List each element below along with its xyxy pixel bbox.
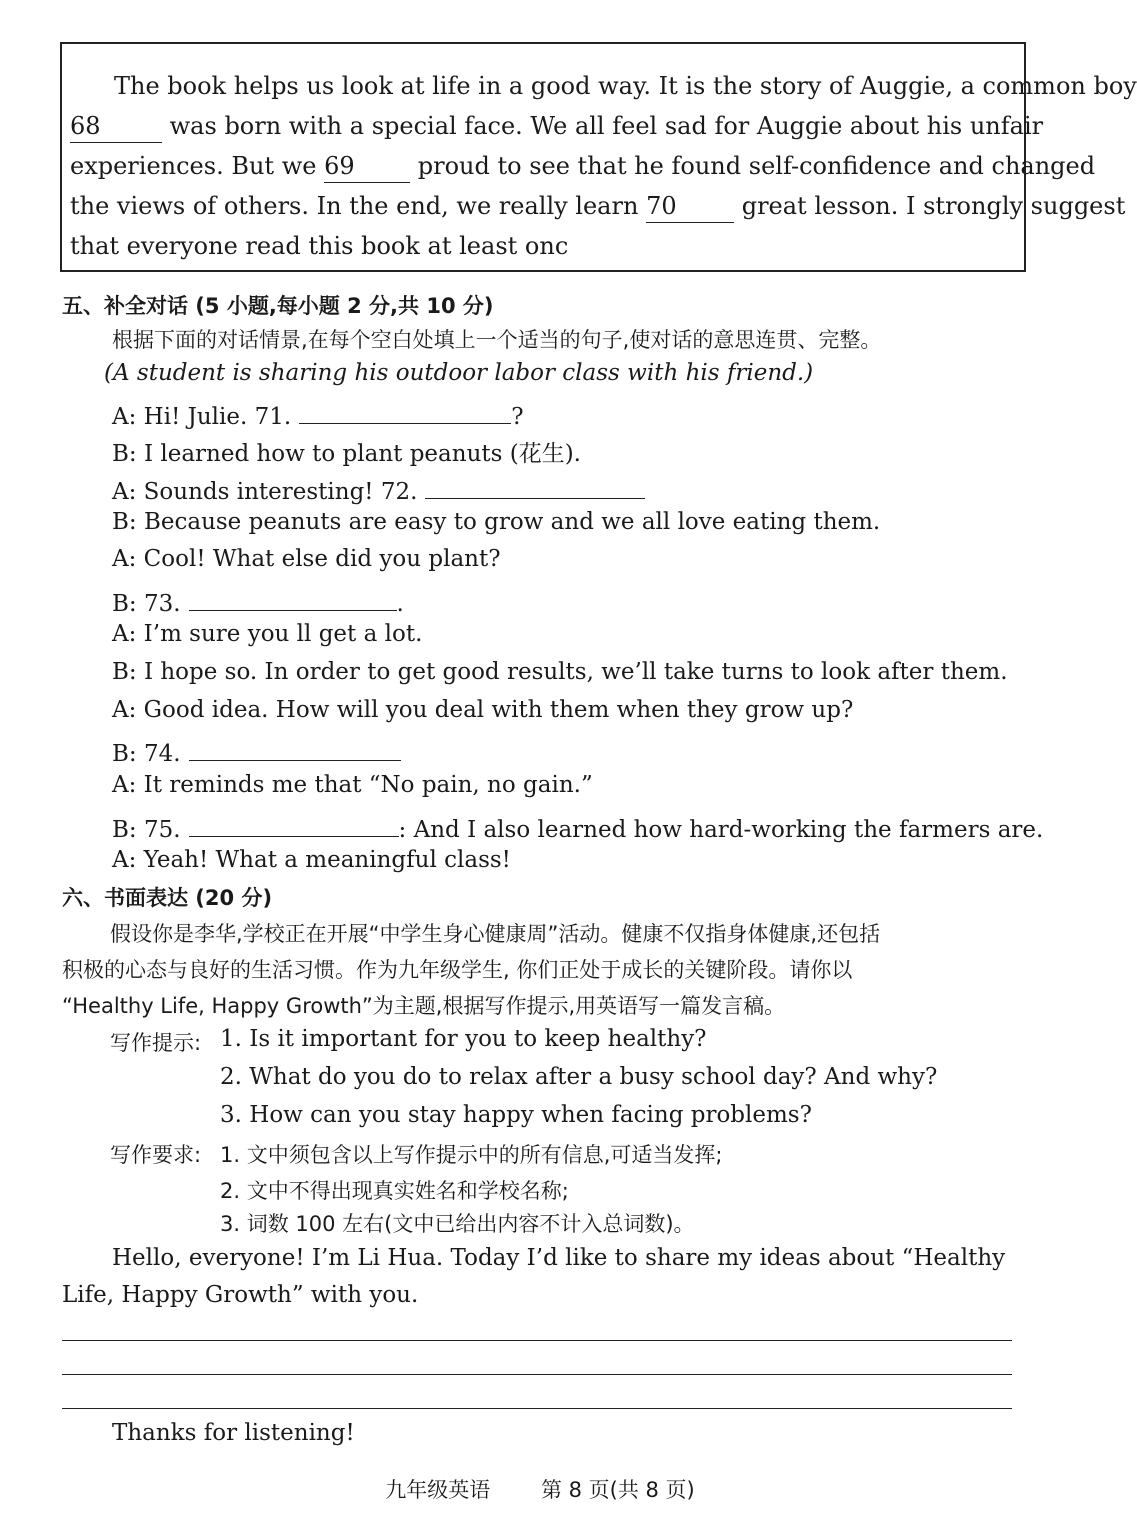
writing-line-2[interactable] — [62, 1374, 1012, 1375]
dialogue-line-a3: A: Cool! What else did you plant? — [112, 546, 501, 572]
blank-70[interactable]: 70 — [646, 192, 734, 223]
dialogue-line-b2: B: Because peanuts are easy to grow and we all love eating them. — [112, 509, 881, 535]
dialogue-context: (A student is sharing his outdoor labor class with his friend.) — [104, 360, 814, 386]
passage-line-3 — [70, 146, 1096, 186]
blank-69[interactable]: 69 — [324, 152, 410, 183]
speech-opening-line-1: Hello, everyone! I’m Li Hua. Today I’d like to share my ideas about “Healthy — [112, 1245, 1006, 1271]
blank-73[interactable] — [189, 584, 397, 611]
dialogue-line-a7: A: Yeah! What a meaningful class! — [112, 847, 511, 873]
dialogue-line-b6 — [112, 810, 1043, 843]
dialogue-line-a6: A: It reminds me that “No pain, no gain.” — [112, 772, 593, 798]
requirement-2: 2. 文中不得出现真实姓名和学校名称; — [220, 1179, 569, 1203]
passage-line-2 — [70, 106, 1044, 146]
writing-prompt-line-3: “Healthy Life, Happy Growth”为主题,根据写作提示,用英语写一篇发言稿。 — [62, 994, 786, 1018]
speech-opening-line-2: Life, Happy Growth” with you. — [62, 1282, 419, 1308]
dialogue-line-b4: B: I hope so. In order to get good results, we’ll take turns to look after them. — [112, 659, 1008, 685]
section5-instruction: 根据下面的对话情景,在每个空白处填上一个适当的句子,使对话的意思连贯、完整。 — [112, 328, 882, 352]
passage-text: experiences. But we — [70, 152, 317, 180]
section5-heading: 五、补全对话 (5 小题,每小题 2 分,共 10 分) — [62, 294, 494, 318]
tip-2: 2. What do you do to relax after a busy school day? And why? — [220, 1064, 938, 1090]
dialogue-line-b1: B: I learned how to plant peanuts (花生). — [112, 441, 581, 467]
requirement-1: 1. 文中须包含以上写作提示中的所有信息,可适当发挥; — [220, 1143, 723, 1167]
dialogue-text: A: Sounds interesting! 72. — [112, 479, 418, 505]
passage-text: that everyone read this book at least onc — [70, 232, 569, 260]
blank-74[interactable] — [189, 734, 401, 761]
writing-prompt-line-2: 积极的心态与良好的生活习惯。作为九年级学生, 你们正处于成长的关键阶段。请你以 — [62, 958, 853, 982]
footer-subject: 九年级英语 — [385, 1478, 491, 1502]
dialogue-text: B: 74. — [112, 741, 181, 767]
dialogue-text: . — [396, 591, 404, 617]
dialogue-line-b5 — [112, 734, 401, 767]
writing-line-3[interactable] — [62, 1408, 1012, 1409]
passage-text: was born with a special face. We all feel sad for Auggie about his unfair — [169, 112, 1044, 140]
passage-text: great lesson. I strongly suggest — [741, 192, 1126, 220]
passage-text: The book helps us look at life in a good way. It is the story of Auggie, a common boy — [114, 72, 1137, 100]
dialogue-text: A: Hi! Julie. 71. — [112, 404, 292, 430]
dialogue-text: B: 73. — [112, 591, 181, 617]
dialogue-line-a2 — [112, 472, 645, 505]
writing-prompt-line-1: 假设你是李华,学校正在开展“中学生身心健康周”活动。健康不仅指身体健康,还包括 — [110, 922, 881, 946]
tip-3: 3. How can you stay happy when facing problems? — [220, 1102, 812, 1128]
dialogue-line-a5: A: Good idea. How will you deal with them when they grow up? — [112, 697, 854, 723]
passage-line-4 — [70, 186, 1126, 226]
dialogue-text: B: 75. — [112, 817, 181, 843]
dialogue-text: : And I also learned how hard-working the farmers are. — [398, 817, 1044, 843]
section6-heading: 六、书面表达 (20 分) — [62, 886, 273, 910]
dialogue-text: ? — [511, 404, 524, 430]
blank-75[interactable] — [189, 810, 399, 837]
dialogue-line-a1 — [112, 397, 524, 430]
writing-line-1[interactable] — [62, 1340, 1012, 1341]
tips-label: 写作提示: — [110, 1031, 202, 1055]
reading-passage-box — [60, 42, 1137, 272]
tip-1: 1. Is it important for you to keep healthy? — [220, 1026, 707, 1052]
dialogue-line-b3 — [112, 584, 404, 617]
requirements-label: 写作要求: — [110, 1143, 202, 1167]
dialogue-line-a4: A: I’m sure you ll get a lot. — [112, 621, 423, 647]
page-footer — [0, 1474, 1080, 1504]
passage-text: the views of others. In the end, we really learn — [70, 192, 639, 220]
blank-68[interactable]: 68 — [70, 112, 162, 143]
passage-line-5 — [70, 226, 1018, 266]
speech-closing: Thanks for listening! — [112, 1420, 355, 1446]
passage-text: proud to see that he found self-confidence and changed — [417, 152, 1096, 180]
requirement-3: 3. 词数 100 左右(文中已给出内容不计入总词数)。 — [220, 1212, 695, 1236]
footer-page-number: 第 8 页(共 8 页) — [540, 1478, 695, 1502]
passage-line-1 — [70, 66, 1137, 106]
blank-72[interactable] — [425, 472, 645, 499]
blank-71[interactable] — [299, 397, 511, 424]
